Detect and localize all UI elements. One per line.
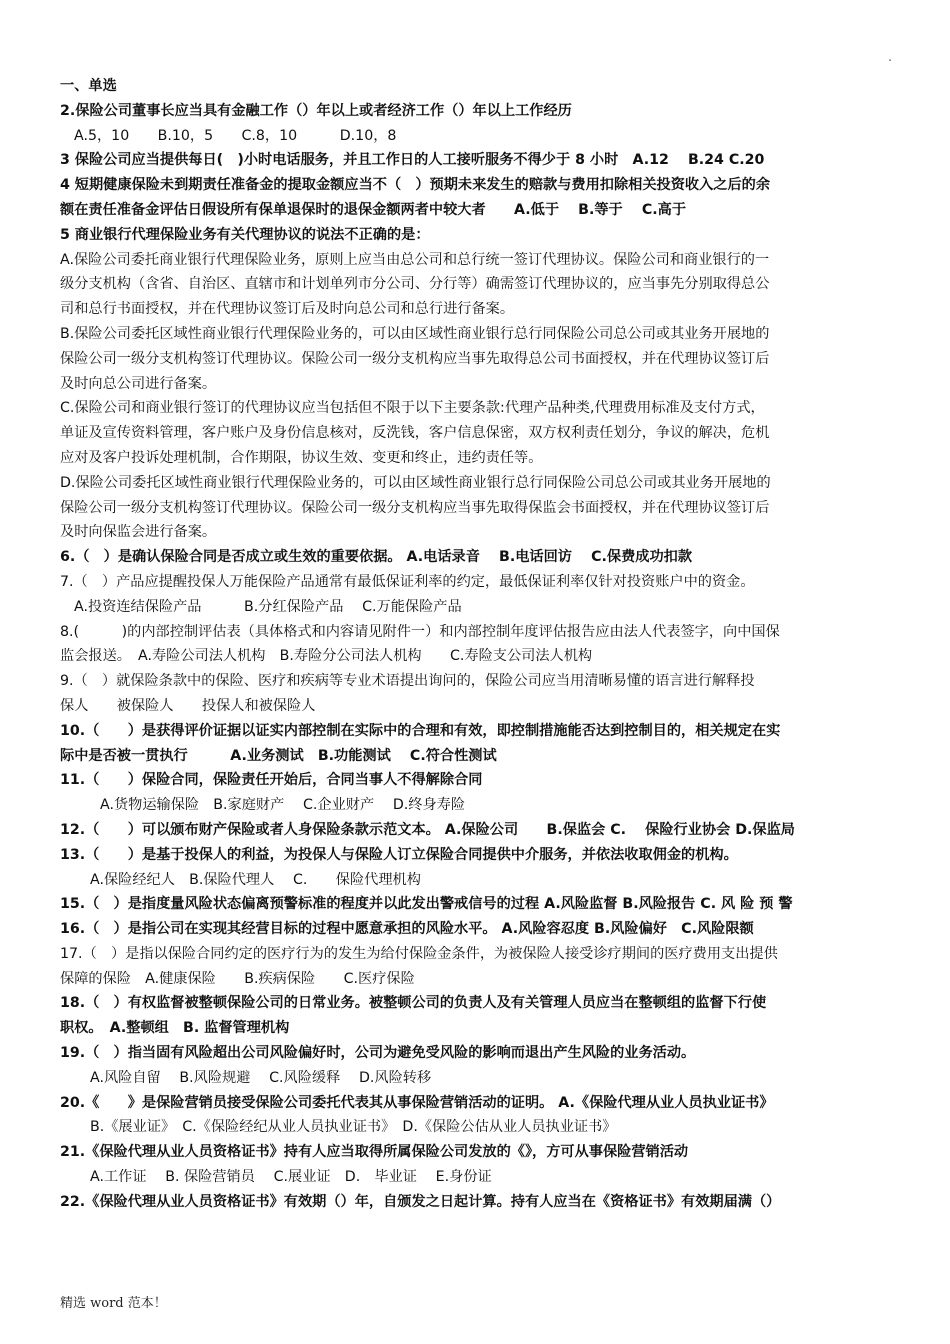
text-line: 单证及宣传资料管理，客户账户及身份信息核对，反洗钱，客户信息保密，双方权利责任划分，争议的解决，危机 [60,425,770,442]
text-line: A.货物运输保险 B.家庭财产 C.企业财产 D.终身寿险 [100,797,466,814]
text-line: 12.（ ）可以颁布财产保险或者人身保险条款示范文本。 A.保险公司 B.保监会 C. 保险行业协会 D.保监局 [60,821,795,838]
text-line: 8.( )的内部控制评估表（具体格式和内容请见附件一）和内部控制年度评估报告应由法人代表签字，向中国保 [60,623,780,640]
text-line: 10.（ ）是获得评价证据以证实内部控制在实际中的合理和有效，即控制措施能否达到控制目的，相关规定在实 [60,722,781,739]
text-line: 保障的保险 A.健康保险 B.疾病保险 C.医疗保险 [60,970,415,987]
text-line: 18.（ ）有权监督被整顿保险公司的日常业务。被整顿公司的负责人及有关管理人员应当在整顿组的监督下行使 [60,995,767,1012]
text-line: 职权。 A.整顿组 B. 监督管理机构 [60,1020,290,1037]
text-line: D.保险公司委托区域性商业银行代理保险业务的，可以由区域性商业银行总行同保险公司总公司或其业务开展地的 [60,474,771,491]
text-line: 9.（ ）就保险条款中的保险、医疗和疾病等专业术语提出询问的，保险公司应当用清晰易懂的语言进行解释投 [60,673,755,690]
text-line: A.投资连结保险产品 B.分红保险产品 C.万能保险产品 [74,598,462,615]
text-line: 20.《 》是保险营销员接受保险公司委托代表其从事保险营销活动的证明。 A.《保险代理从业人员执业证书》 [60,1094,774,1111]
text-line: 保险公司一级分支机构签订代理协议。保险公司一级分支机构应当事先取得保监会书面授权，并在代理协议签订后 [60,499,770,516]
page-footer: 精选 word 范本！ [60,1296,167,1311]
text-line: 司和总行书面授权，并在代理协议签订后及时向总公司和总行进行备案。 [60,301,515,318]
text-line: A.5，10 B.10，5 C.8，10 D.10，8 [74,127,397,144]
text-line: 3 保险公司应当提供每日( )小时电话服务，并且工作日的人工接听服务不得少于 8 小时 A.12 B.24 C.20 [60,152,765,169]
text-line: 7.（ ）产品应提醒投保人万能保险产品通常有最低保证利率的约定，最低保证利率仅针对投资账户中的资金。 [60,573,755,590]
text-line: 保险公司一级分支机构签订代理协议。保险公司一级分支机构应当事先取得总公司书面授权，并在代理协议签订后 [60,350,770,367]
text-line: 19.（ ）指当固有风险超出公司风险偏好时，公司为避免受风险的影响而退出产生风险的业务活动。 [60,1045,696,1062]
text-line: 11.（ ）保险合同，保险责任开始后，合同当事人不得解除合同 [60,772,483,789]
text-line: C.保险公司和商业银行签订的代理协议应当包括但不限于以下主要条款:代理产品种类,代理费用标准及支付方式， [60,400,765,417]
text-line: 16.（ ）是指公司在实现其经营目标的过程中愿意承担的风险水平。 A.风险容忍度 B.风险偏好 C.风险限额 [60,921,754,938]
text-line: B.《展业证》 C.《保险经纪从业人员执业证书》 D.《保险公估从业人员执业证书》 [90,1119,617,1136]
text-line: 应对及客户投诉处理机制，合作期限，协议生效、变更和终止，违约责任等。 [60,449,543,466]
text-line: 15.（ ）是指度量风险状态偏离预警标准的程度并以此发出警戒信号的过程 A.风险监督 B.风险报告 C. 风 险 预 警 [60,896,793,913]
text-line: 2.保险公司董事长应当具有金融工作（）年以上或者经济工作（）年以上工作经历 [60,102,572,119]
text-line: 22.《保险代理从业人员资格证书》有效期（）年，自颁发之日起计算。持有人应当在《资格证书》有效期届满（） [60,1193,781,1210]
text-line: 额在责任准备金评估日假设所有保单退保时的退保金额两者中较大者 A.低于 B.等于 C.高于 [60,201,687,218]
text-line: A.工作证 B. 保险营销员 C.展业证 D. 毕业证 E.身份证 [90,1169,492,1186]
text-line: 级分支机构（含省、自治区、直辖市和计划单列市分公司、分行等）确需签订代理协议的，应当事先分别取得总公 [60,276,770,293]
text-line: 4 短期健康保险未到期责任准备金的提取金额应当不（ ）预期未来发生的赔款与费用扣除相关投资收入之后的余 [60,177,771,194]
text-line: 6.（ ）是确认保险合同是否成立或生效的重要依据。 A.电话录音 B.电话回访 C.保费成功扣款 [60,549,693,566]
text-line: 及时向保监会进行备案。 [60,524,217,541]
text-line: 13.（ ）是基于投保人的利益，为投保人与保险人订立保险合同提供中介服务，并依法收取佣金的机构。 [60,846,738,863]
text-line: A.保险公司委托商业银行代理保险业务，原则上应当由总公司和总行统一签订代理协议。保险公司和商业银行的一 [60,251,770,268]
text-line: A.风险自留 B.风险规避 C.风险缓释 D.风险转移 [90,1069,432,1086]
text-line: 5 商业银行代理保险业务有关代理协议的说法不正确的是： [60,226,430,243]
text-line: 监会报送。 A.寿险公司法人机构 B.寿险分公司法人机构 C.寿险支公司法人机构 [60,648,593,665]
text-line: 保人 被保险人 投保人和被保险人 [60,697,316,714]
text-line: 际中是否被一贯执行 A.业务测试 B.功能测试 C.符合性测试 [60,747,497,764]
text-line: 21.《保险代理从业人员资格证书》持有人应当取得所属保险公司发放的《》，方可从事保险营销活动 [60,1144,689,1161]
document-body [60,74,900,1215]
text-line: 及时向总公司进行备案。 [60,375,217,392]
text-line: 17.（ ）是指以保险合同约定的医疗行为的发生为给付保险金条件，为被保险人接受诊疗期间的医疗费用支出提供 [60,945,778,962]
text-line: A.保险经纪人 B.保险代理人 C. 保险代理机构 [90,871,421,888]
corner-mark: . [888,50,892,64]
text-line: B.保险公司委托区域性商业银行代理保险业务的，可以由区域性商业银行总行同保险公司总公司或其业务开展地的 [60,325,770,342]
text-line: 一、单选 [60,78,117,94]
